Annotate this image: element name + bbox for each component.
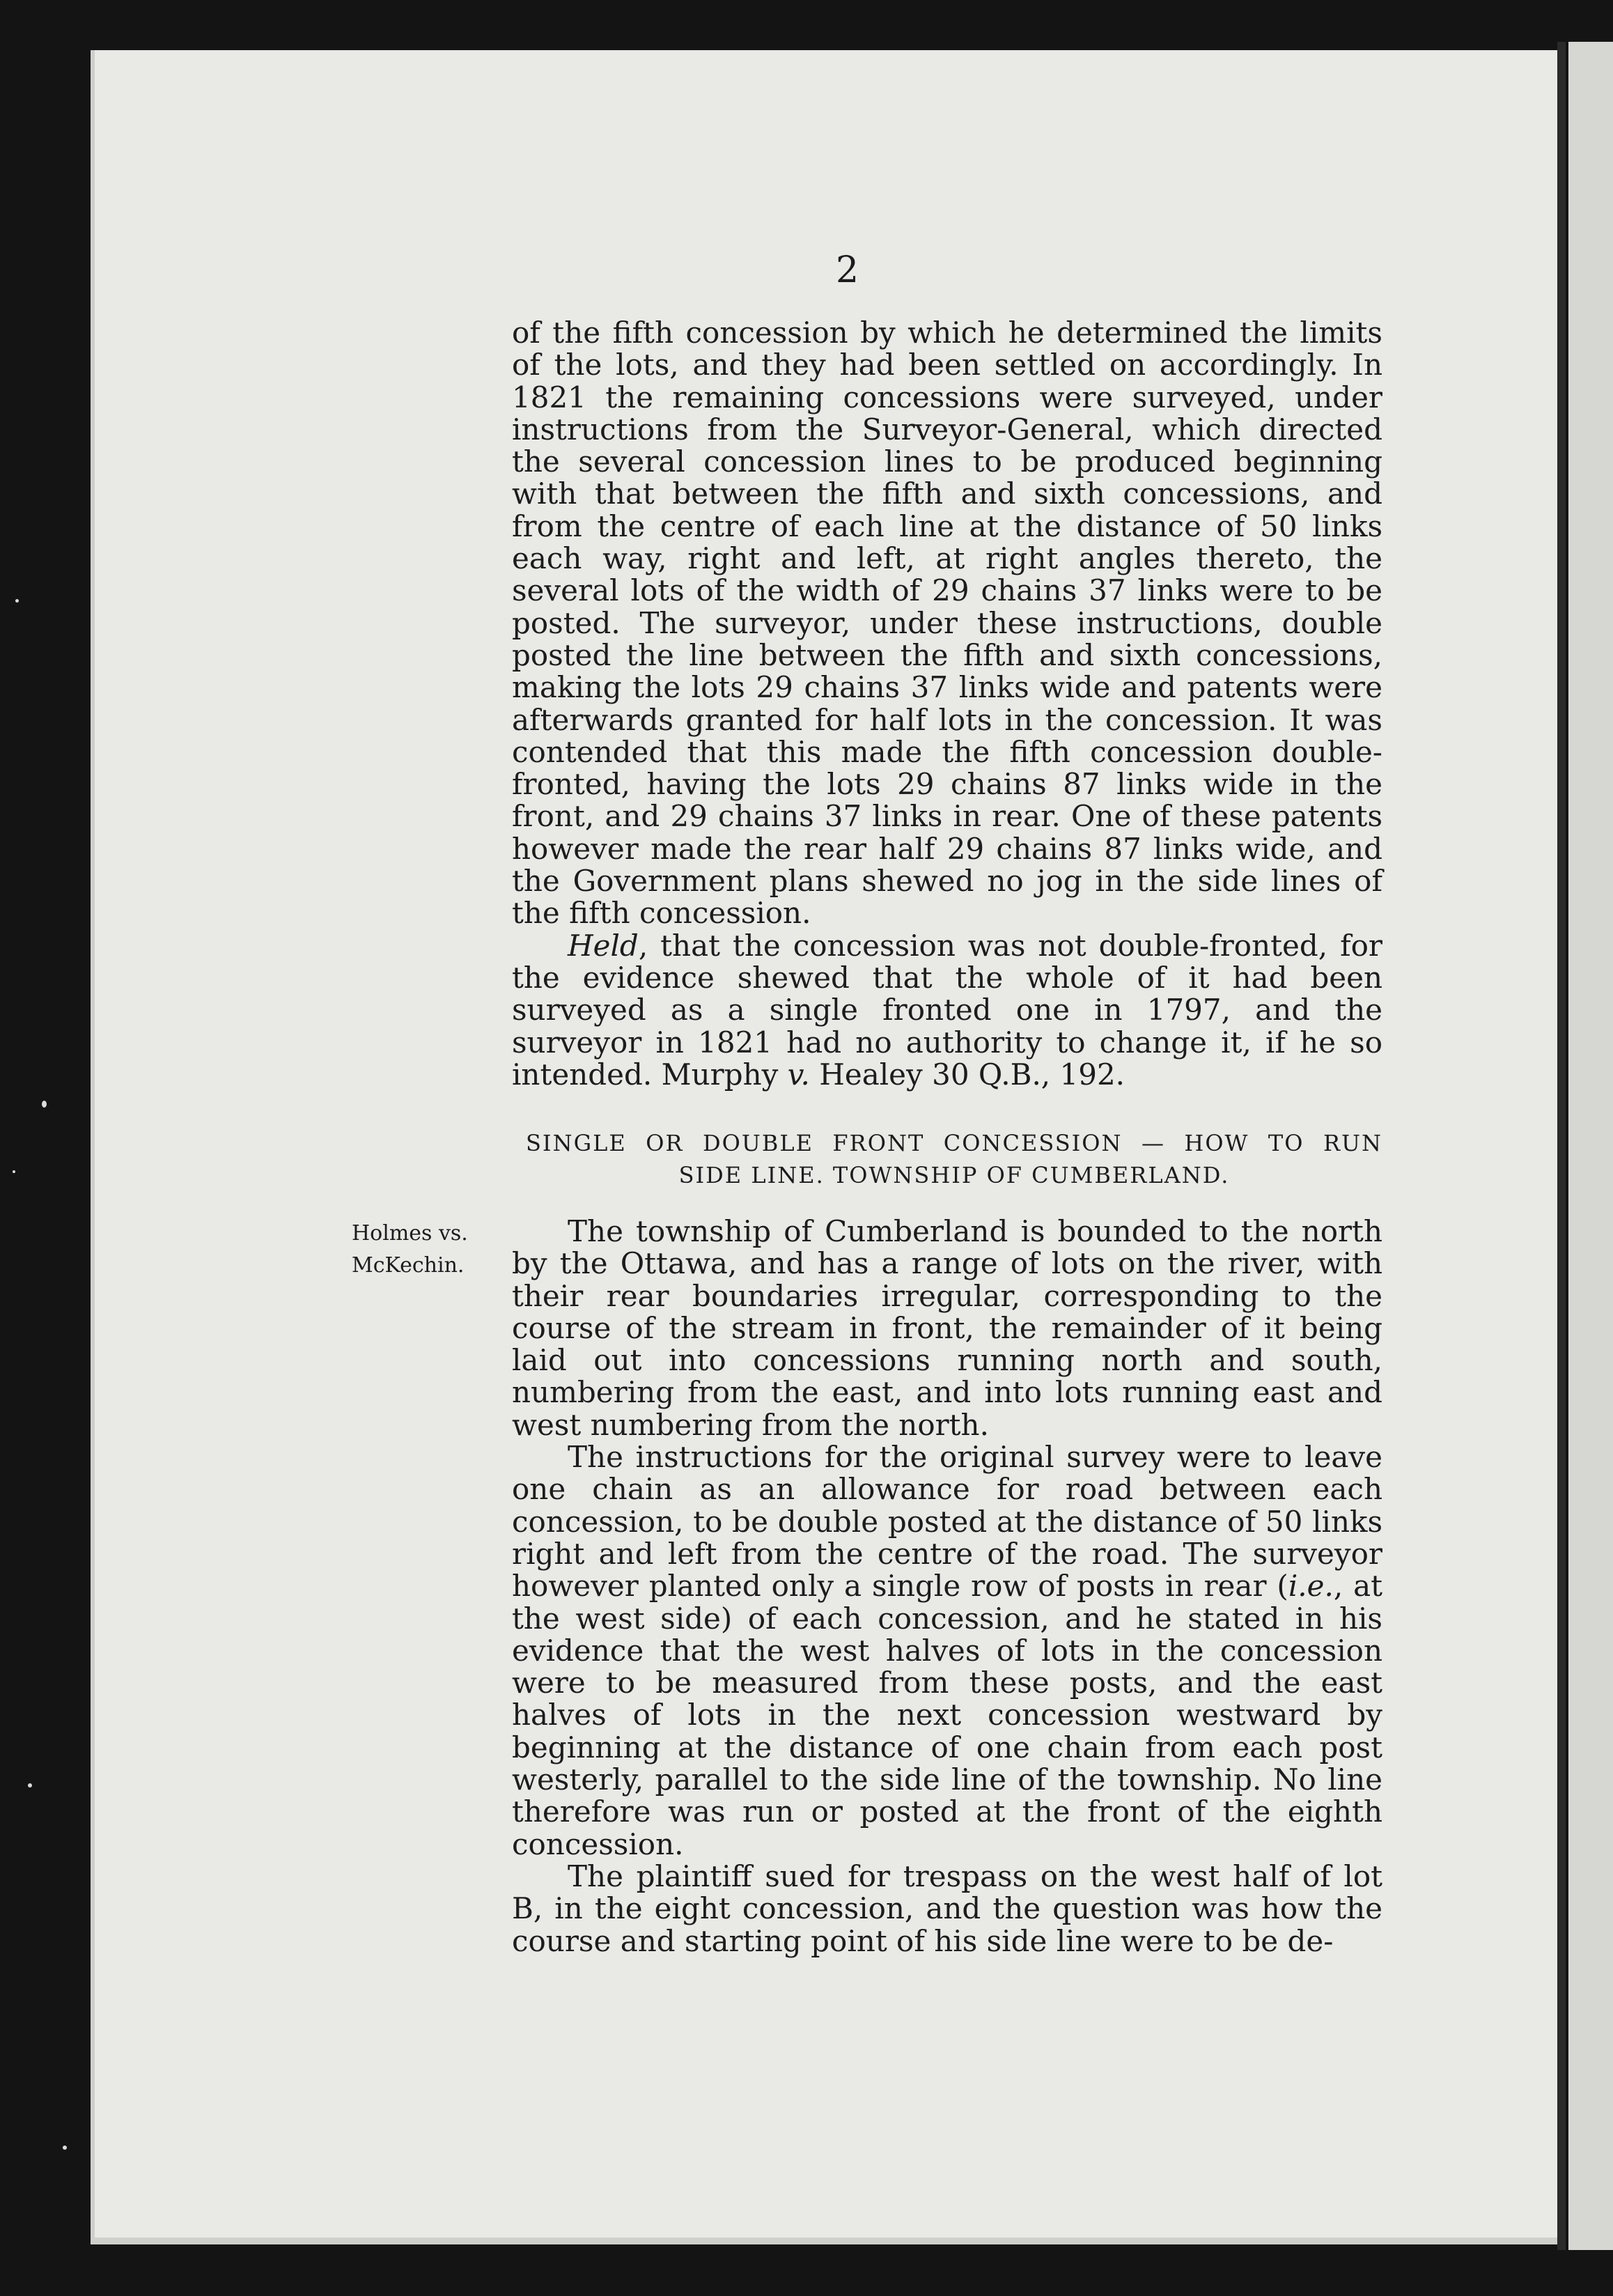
cumberland-paragraph: The township of Cumberland is bounded to the north by the Ottawa, and has a range of lots on the river, with their rear boundaries irregular, corresponding to the course of the stream in front, the remainder of it being laid out into concessions running north and south, numbering from the east, and into lots running east and west numbering from the north. <box>512 1214 1382 1442</box>
section-heading-line-2: SIDE LINE. TOWNSHIP OF CUMBERLAND. <box>678 1162 1230 1188</box>
instructions-text-a: The instructions for the original survey were to leave one chain as an allowance for road between each concession, to be double posted at the distance of 50 links right and left from the centre of the road. The surveyor however planted only a single row of posts in rear ( <box>512 1440 1382 1604</box>
scan-speck <box>13 1170 15 1173</box>
ie-abbreviation: i.e. <box>1288 1569 1334 1604</box>
held-text: , that the concession was not double-fronted, for the evidence shewed that the whole of it had been surveyed as a single fronted one in 1797, and the surveyor in 1821 had no authority to change it, if he so intended. Murphy <box>512 928 1382 1092</box>
case-side-note <box>352 1218 468 1282</box>
section-heading-line-1: SINGLE OR DOUBLE FRONT CONCESSION — HOW TO RUN <box>526 1130 1382 1156</box>
scan-speck <box>28 1783 32 1787</box>
side-note-line-2: McKechin. <box>352 1253 465 1278</box>
continuation-paragraph-block <box>512 317 1382 1091</box>
continuation-paragraph: of the fifth concession by which he determined the limits of the lots, and they had been settled on accordingly. In 1821 the remaining concessions were surveyed, under instructions from the Surveyor-General, which directed the several concession lines to be produced beginning with that between the fifth and sixth concessions, and from the centre of each line at the distance of 50 links each way, right and left, at right angles thereto, the several lots of the width of 29 chains 37 links were to be posted. The surveyor, under these instructions, double posted the line between the fifth and sixth concessions, making the lots 29 chains 37 links wide and patents were afterwards granted for half lots in the concession. It was contended that this made the fifth concession double-fronted, having the lots 29 chains 87 links wide in the front, and 29 chains 37 links in rear. One of these patents however made the rear half 29 chains 87 links wide, and the Government plans shewed no jog in the side lines of the fifth concession. <box>512 316 1382 931</box>
versus-abbreviation: v. <box>787 1057 810 1092</box>
page-number: 2 <box>836 249 859 291</box>
scan-speck <box>63 2146 67 2150</box>
plaintiff-paragraph: The plaintiff sued for trespass on the west half of lot B, in the eight concession, and the question was how the course and starting point of his side line were to be de- <box>512 1859 1382 1958</box>
instructions-paragraph <box>512 1441 1382 1861</box>
held-paragraph <box>512 930 1382 1091</box>
instructions-text-b: , at the west side) of each concession, and he stated in his evidence that the west halves of lots in the concession were to be measured from these posts, and the east halves of lots in the next concession westward by beginning at the distance of one chain from each post westerly, parallel to the side line of the township. No line therefore was run or posted at the front of the eighth concession. <box>512 1569 1382 1861</box>
facing-page-edge <box>1568 42 1613 2250</box>
cumberland-paragraph-block <box>512 1216 1382 1957</box>
section-heading <box>526 1127 1382 1191</box>
held-word: Held <box>568 928 639 963</box>
scan-speck <box>15 599 19 603</box>
scan-speck <box>42 1101 47 1108</box>
held-citation: Healey 30 Q.B., 192. <box>809 1057 1125 1092</box>
book-gutter <box>1557 42 1566 2250</box>
side-note-line-1: Holmes vs. <box>352 1221 468 1246</box>
